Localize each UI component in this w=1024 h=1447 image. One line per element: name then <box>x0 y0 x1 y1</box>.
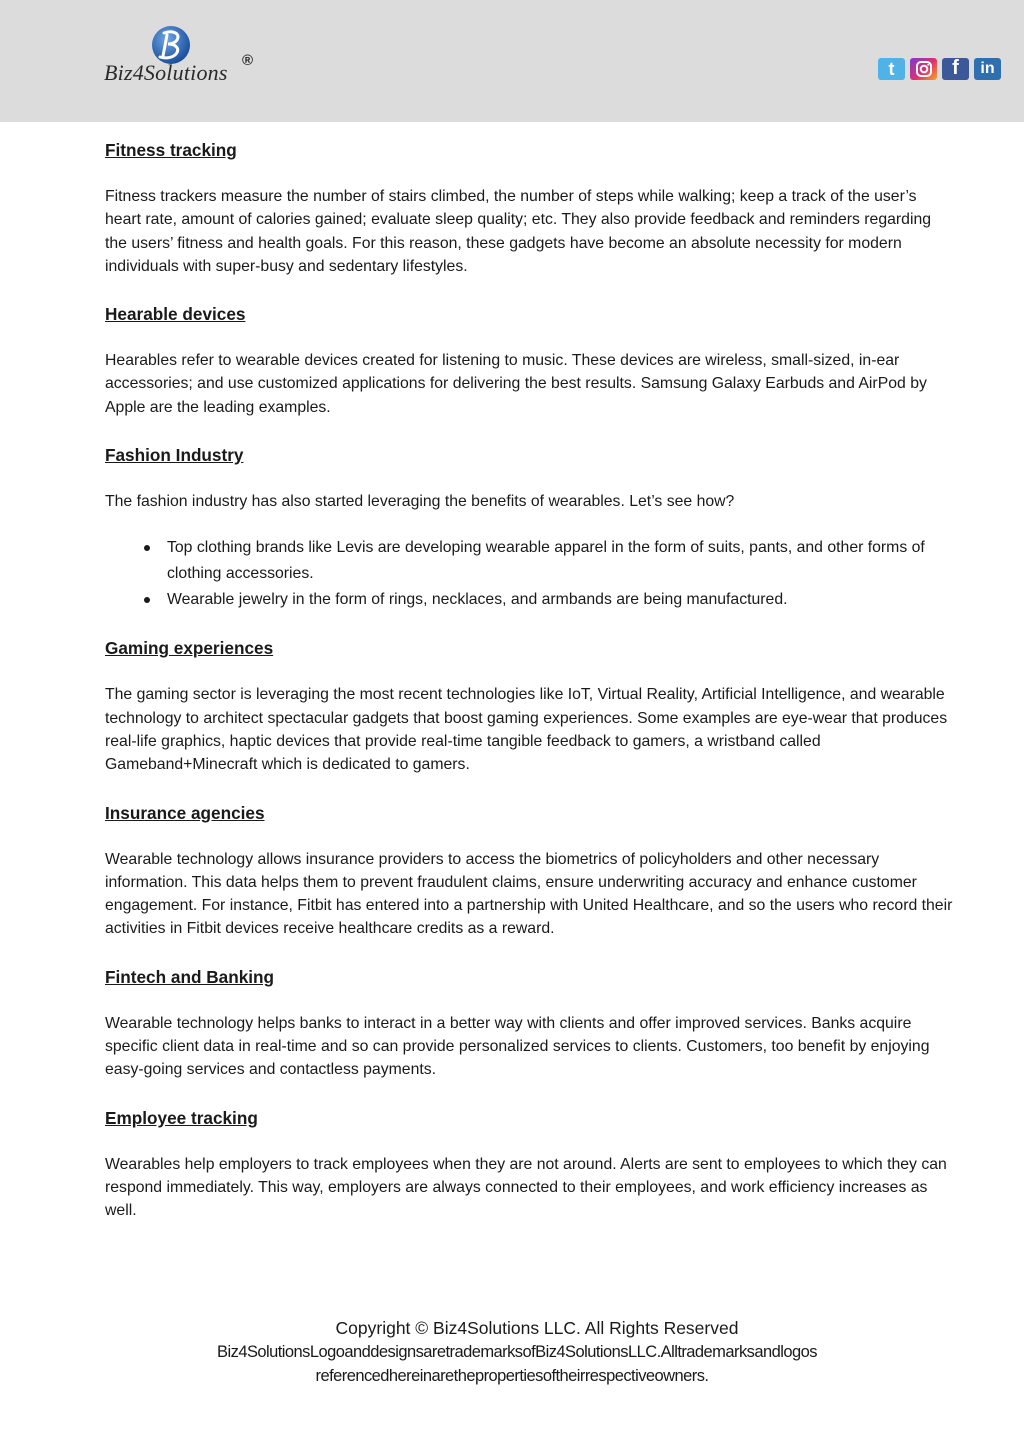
twitter-icon[interactable]: t <box>878 58 905 80</box>
section-paragraph: Wearables help employers to track employees when they are not around. Alerts are sent to employees to which they can respond immediately. This way, employers are always connected to their employees, and work efficiency increases as well. <box>105 1155 947 1220</box>
section-paragraph: The fashion industry has also started leveraging the benefits of wearables. Let’s see how? <box>105 493 735 511</box>
section-insurance-agencies <box>105 800 955 941</box>
list-item: Wearable jewelry in the form of rings, necklaces, and armbands are being manufactured. <box>105 587 955 613</box>
section-heading: Insurance agencies <box>105 802 265 823</box>
trademark-text-line-1: Biz4SolutionsLogoanddesignsaretrademarksofBiz4SolutionsLLC.Alltrademarksandlogos <box>217 1343 817 1361</box>
section-heading: Employee tracking <box>105 1107 258 1128</box>
section-employee-tracking <box>105 1105 955 1223</box>
page-footer <box>0 1316 1024 1388</box>
section-gaming-experiences <box>105 635 955 776</box>
logo-wordmark: Biz4Solutions <box>104 60 228 85</box>
section-fintech-banking <box>105 964 955 1082</box>
section-heading: Hearable devices <box>105 304 246 325</box>
bullet-list <box>105 535 955 613</box>
section-heading: Fashion Industry <box>105 445 244 466</box>
section-paragraph: Fitness trackers measure the number of stairs climbed, the number of steps while walking; keep a track of the user’s heart rate, amount of calories gained; evaluate sleep quality; etc. They also provide feedback and reminders regarding the users’ fitness and health goals. For this reason, these gadgets have become an absolute necessity for modern individuals with super-busy and sedentary lifestyles. <box>105 188 932 275</box>
registered-mark: ® <box>242 52 254 69</box>
list-item: Top clothing brands like Levis are developing wearable apparel in the form of suits, pants, and other forms of clothing accessories. <box>105 535 955 587</box>
linkedin-icon[interactable]: in <box>974 58 1001 80</box>
section-heading: Gaming experiences <box>105 638 274 659</box>
page-header <box>0 0 1024 122</box>
social-links <box>878 58 1001 80</box>
section-paragraph: Hearables refer to wearable devices created for listening to music. These devices are wireless, small-sized, in-ear accessories; and use customized applications for delivering the best results. Samsung Galaxy Earbuds and AirPod by Apple are the leading examples. <box>105 352 927 416</box>
section-fitness-tracking <box>105 137 955 278</box>
section-paragraph: Wearable technology helps banks to interact in a better way with clients and offer improved services. Banks acquire specific client data in real-time and so can provide personalized services to clients. Customers, too benefit by enjoying easy-going services and contactless payments. <box>105 1014 930 1079</box>
section-hearable-devices <box>105 301 955 419</box>
section-heading: Fitness tracking <box>105 140 237 160</box>
trademark-text-line-2: referencedhereinarethepropertiesoftheirrespectiveowners. <box>315 1367 709 1385</box>
section-fashion-industry <box>105 442 955 613</box>
facebook-icon[interactable]: f <box>942 58 969 80</box>
section-paragraph: Wearable technology allows insurance providers to access the biometrics of policyholders and other necessary information. This data helps them to prevent fraudulent claims, ensure underwriting accuracy and enhance customer engagement. For instance, Fitbit has entered into a partnership with United Healthcare, and so the users who record their activities in Fitbit devices receive healthcare credits as a reward. <box>105 850 953 938</box>
section-paragraph: The gaming sector is leveraging the most recent technologies like IoT, Virtual Reality, Artificial Intelligence, and wearable technology to architect spectacular gadgets that boost gaming experiences. Some examples are eye-wear that produces real-life graphics, haptic devices that provide real-time tangible feedback to gamers, a wristband called Gameband+Minecraft which is dedicated to gamers. <box>105 686 948 774</box>
article-content <box>105 137 955 1223</box>
copyright-text: Copyright © Biz4Solutions LLC. All Rights Reserved <box>335 1318 739 1338</box>
biz4solutions-logo[interactable] <box>104 22 274 94</box>
section-heading: Fintech and Banking <box>105 966 275 987</box>
instagram-icon[interactable] <box>910 58 937 80</box>
instagram-glyph-icon <box>915 60 933 78</box>
